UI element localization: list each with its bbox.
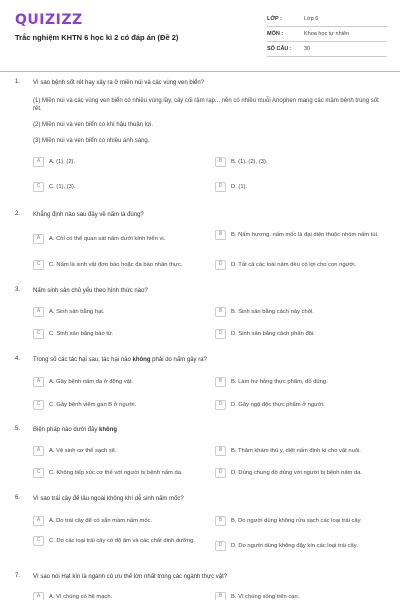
question-number: 7.: [15, 573, 21, 579]
option-text: B. Vì chúng sống trên cạn.: [231, 593, 300, 600]
question-text-part: Biện pháp nào dưới đây: [33, 427, 99, 433]
option-b[interactable]: [215, 308, 387, 317]
question-text: [33, 426, 383, 434]
option-letter-box: A: [33, 377, 44, 387]
option-letter-box: D: [215, 182, 226, 192]
option-letter-box: C: [33, 260, 44, 270]
question-number: 3.: [15, 287, 21, 293]
option-text: D. Tất cả các loài nấm đều có lợi cho con người.: [231, 261, 357, 268]
option-letter-box: A: [33, 157, 44, 167]
option-letter-box: D: [215, 468, 226, 478]
option-text: A. Sinh sản bằng hạt.: [49, 308, 105, 315]
question-text: Nấm sinh sản chủ yếu theo hình thức nào?: [33, 288, 148, 294]
option-d[interactable]: [215, 469, 387, 478]
meta-row-count: [267, 42, 387, 57]
option-letter-box: B: [215, 592, 226, 600]
option-text: C. Nấm là sinh vật đơn bào hoặc đa bào nhân thực.: [49, 261, 183, 268]
option-text: B. Làm hư hỏng thực phẩm, đồ dùng.: [231, 378, 328, 385]
option-text: D. Do người dùng không đậy kín các loại trái cây.: [231, 542, 358, 549]
option-letter-box: A: [33, 516, 44, 526]
meta-row-class: [267, 12, 387, 27]
option-text: C. Không tiếp xúc cơ thể với người bị bệnh nấm da.: [49, 469, 183, 476]
option-c[interactable]: [33, 469, 213, 478]
question-text: Vì sao bệnh sốt rét hay xảy ra ở miền núi và các vùng ven biển?: [33, 80, 205, 86]
meta-label: LỚP :: [267, 16, 282, 22]
option-text: A. Vì chúng có hệ mạch.: [49, 593, 113, 600]
option-text: C. Gây bệnh viêm gan B ở người.: [49, 401, 137, 408]
option-b[interactable]: [215, 378, 387, 387]
option-b[interactable]: [215, 593, 387, 600]
option-letter-box: D: [215, 260, 226, 270]
question-number: 1.: [15, 79, 21, 85]
option-letter-box: C: [33, 536, 44, 546]
question-number: 2.: [15, 211, 21, 217]
option-d[interactable]: [215, 330, 387, 339]
question-statement: (2) Miền núi và ven biển có khí hậu thuận lợi.: [33, 122, 154, 128]
option-text: C. Sinh sản bằng bào tử.: [49, 330, 114, 337]
meta-label: MÔN :: [267, 31, 284, 37]
option-letter-box: C: [33, 468, 44, 478]
option-text: B. Sinh sản bằng cách nảy chồi.: [231, 308, 314, 315]
option-d[interactable]: [215, 183, 387, 192]
option-text: A. (1), (2).: [49, 158, 76, 165]
option-d[interactable]: [215, 261, 387, 270]
option-letter-box: A: [33, 446, 44, 456]
question-statement: (1) Miền núi và các vùng ven biển có nhiều vùng lầy, cây cối rậm rạp... nên có nhiều muỗi Anophen mang các mầm bệnh trùng sốt rét.: [33, 98, 379, 112]
option-letter-box: A: [33, 234, 44, 244]
option-c[interactable]: [33, 261, 213, 270]
question-text: Vì sao trái cây để lâu ngoài không khí dễ sinh nấm mốc?: [33, 496, 184, 502]
option-letter-box: B: [215, 307, 226, 317]
option-b[interactable]: [215, 447, 387, 456]
option-text: C. (1), (3).: [49, 183, 76, 190]
option-c[interactable]: [33, 537, 213, 546]
question-text: Vì sao nói Hạt kín là ngành có ưu thế lớn nhất trong các ngành thực vật?: [33, 574, 228, 580]
option-c[interactable]: [33, 401, 213, 410]
quizizz-logo: QUIZIZZ: [15, 12, 83, 28]
question-text-emphasis: không: [99, 427, 117, 433]
option-text: A. Do trái cây để có sẵn mầm nấm mốc.: [49, 517, 153, 524]
meta-label: SỐ CÂU :: [267, 46, 292, 52]
option-letter-box: D: [215, 329, 226, 339]
meta-value: 30: [304, 46, 311, 52]
option-c[interactable]: [33, 330, 213, 339]
meta-row-subject: [267, 27, 387, 42]
option-a[interactable]: [33, 158, 213, 167]
option-letter-box: B: [215, 377, 226, 387]
option-text: A. Chỉ có thể quan sát nấm dưới kính hiển vi.: [49, 235, 166, 242]
option-letter-box: C: [33, 329, 44, 339]
option-letter-box: C: [33, 182, 44, 192]
meta-value: Lớp 6: [304, 16, 319, 22]
option-a[interactable]: [33, 593, 213, 600]
question-text-part: phải do nấm gây ra?: [150, 357, 207, 363]
option-letter-box: D: [215, 541, 226, 551]
worksheet-header: [0, 0, 400, 72]
option-a[interactable]: [33, 378, 213, 387]
question-text: [33, 356, 383, 364]
option-a[interactable]: [33, 447, 213, 456]
option-a[interactable]: [33, 517, 213, 526]
meta-value: Khoa học tự nhiên: [304, 31, 349, 37]
question-number: 4.: [15, 356, 21, 362]
meta-table: [267, 12, 387, 57]
option-b[interactable]: [215, 231, 387, 240]
option-text: D. Dùng chung đồ dùng với người bị bệnh nấm da.: [231, 469, 363, 476]
option-a[interactable]: [33, 308, 213, 317]
option-text: C. Do các loại trái cây có độ ẩm và các chất dinh dưỡng.: [49, 537, 195, 544]
document-title: Trắc nghiệm KHTN 6 học kì 2 có đáp án (Đề 2): [15, 33, 179, 42]
option-text: B. (1), (2), (3).: [231, 158, 268, 165]
option-letter-box: B: [215, 230, 226, 240]
option-b[interactable]: [215, 517, 387, 526]
option-letter-box: B: [215, 157, 226, 167]
option-letter-box: B: [215, 446, 226, 456]
option-text: B. Thăm khám thú y, diệt nấm định kì cho vật nuôi.: [231, 447, 361, 454]
option-letter-box: A: [33, 592, 44, 600]
option-letter-box: A: [33, 307, 44, 317]
option-letter-box: D: [215, 400, 226, 410]
option-text: D. Gây ngộ độc thực phẩm ở người.: [231, 401, 325, 408]
option-text: D. (1).: [231, 183, 248, 190]
question-text-part: Trong số các tác hại sau, tác hại nào: [33, 357, 133, 363]
option-text: A. Gây bệnh nấm da ở động vật.: [49, 378, 134, 385]
question-text-emphasis: không: [132, 357, 151, 363]
option-text: D. Sinh sản bằng cách phân đôi.: [231, 330, 315, 337]
option-letter-box: C: [33, 400, 44, 410]
option-d[interactable]: [215, 401, 387, 410]
question-statement: (3) Miền núi và ven biển có nhiều ánh sáng.: [33, 138, 150, 144]
option-a[interactable]: [33, 235, 213, 244]
option-letter-box: B: [215, 516, 226, 526]
option-d[interactable]: [215, 542, 387, 551]
option-c[interactable]: [33, 183, 213, 192]
question-number: 5.: [15, 426, 21, 432]
option-text: A. Vệ sinh cơ thể sạch sẽ.: [49, 447, 117, 454]
option-text: B. Do người dùng không rửa sạch các loại trái cây.: [231, 517, 362, 524]
option-b[interactable]: [215, 158, 387, 167]
question-number: 6.: [15, 495, 21, 501]
question-text: Khẳng định nào sau đây về nấm là đúng?: [33, 212, 144, 218]
option-text: B. Nấm hương, nấm mốc là đại diện thuộc nhóm nấm túi.: [231, 231, 379, 238]
